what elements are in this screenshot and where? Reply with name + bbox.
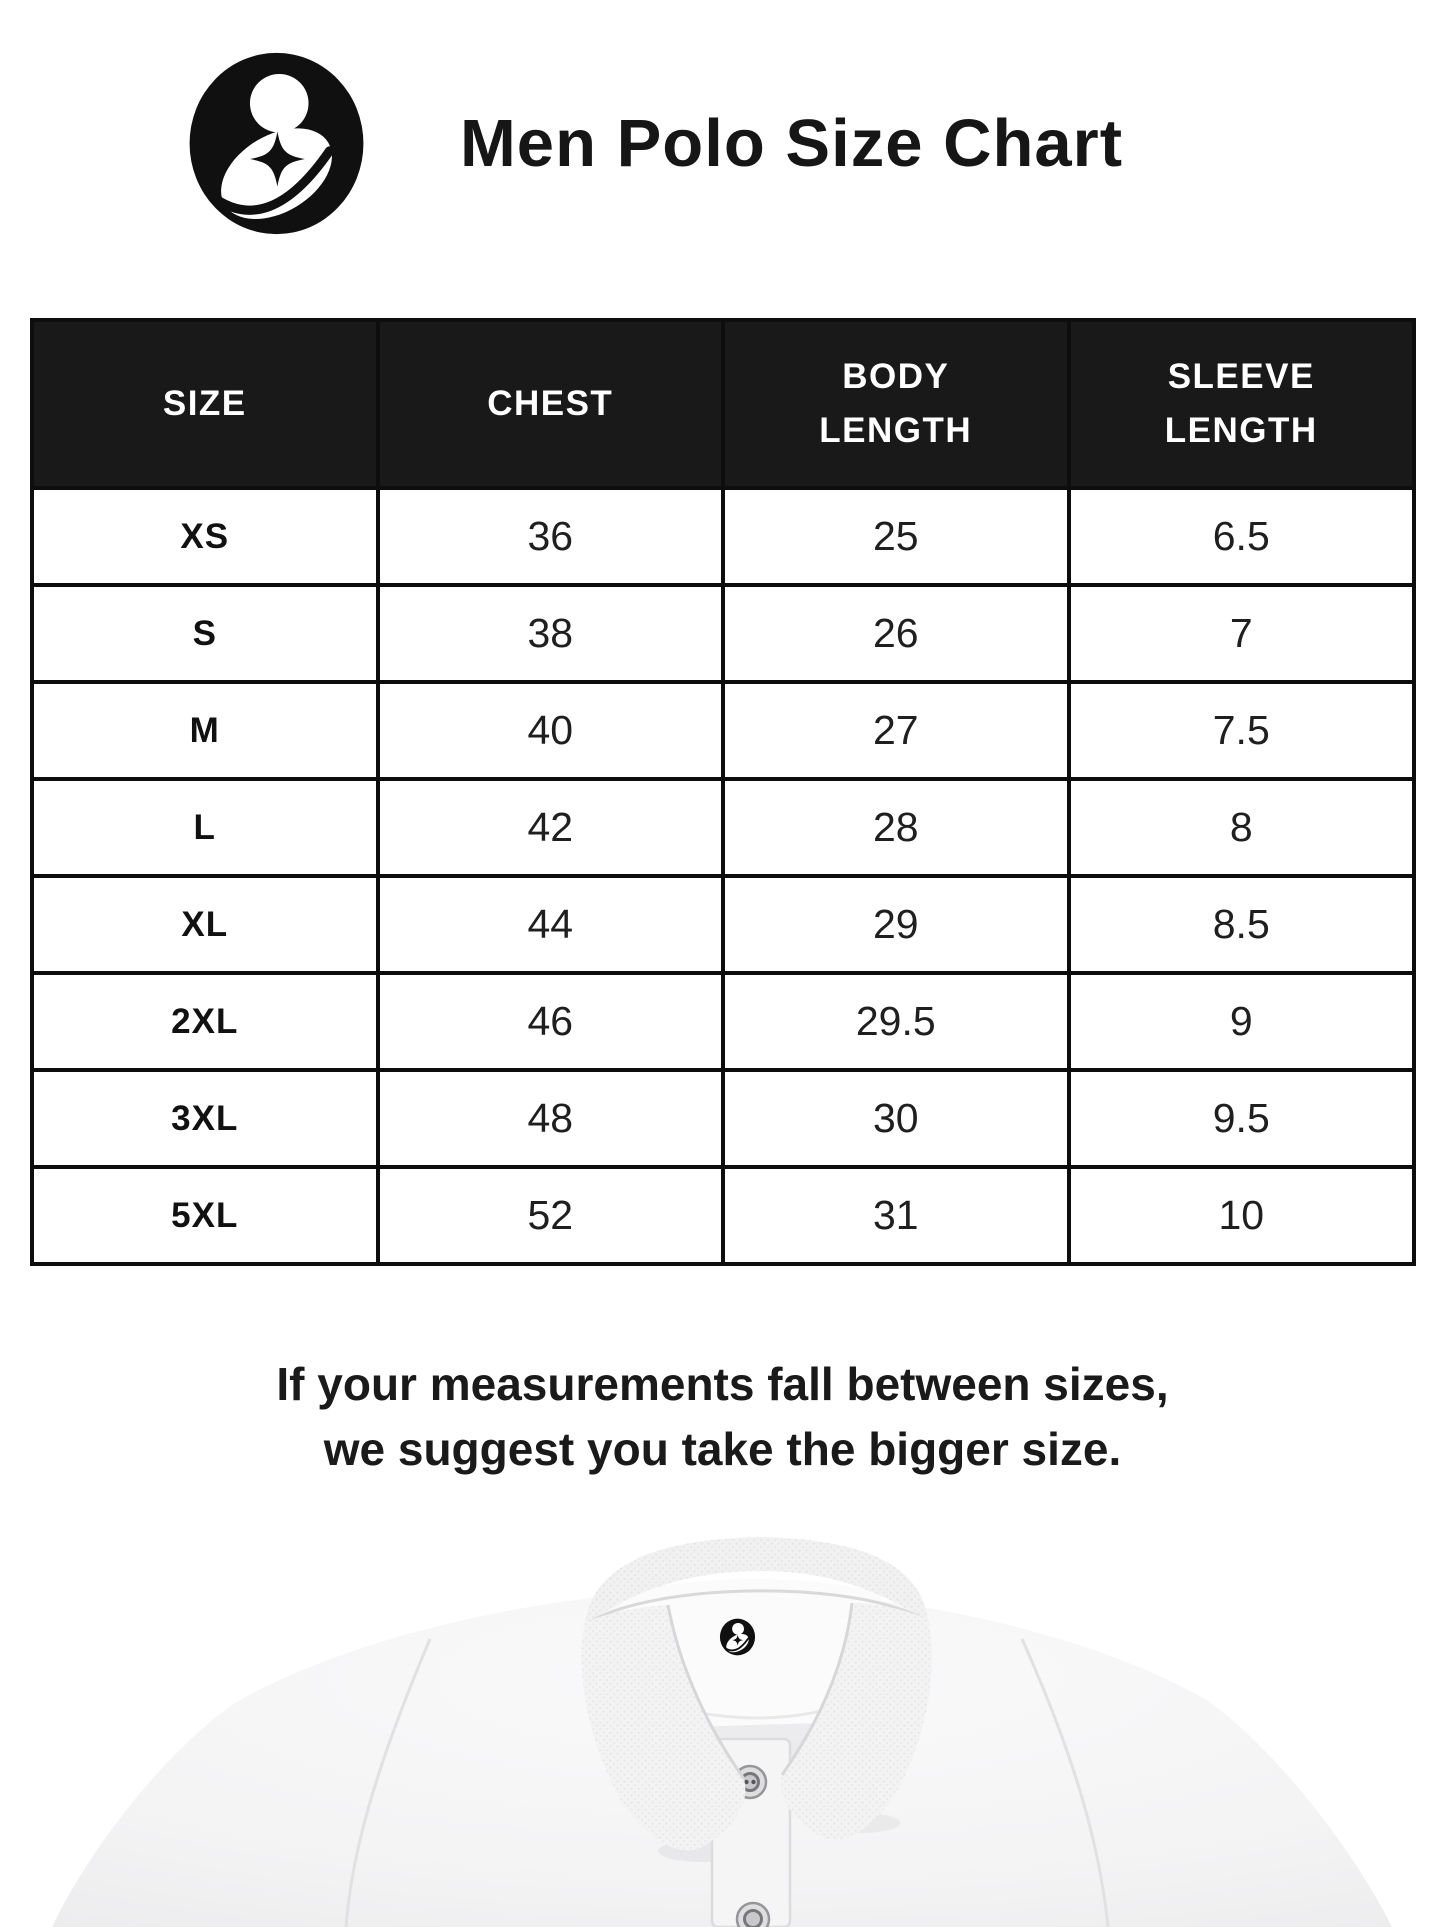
breastfeeding-mother-logo-icon	[185, 47, 368, 240]
cell-size: M	[32, 682, 378, 779]
cell-size: L	[32, 779, 378, 876]
table-row	[32, 585, 1414, 682]
cell-sleeve-length: 7	[1069, 585, 1415, 682]
cell-body-length: 26	[723, 585, 1069, 682]
cell-chest: 52	[378, 1167, 724, 1264]
cell-body-length: 25	[723, 488, 1069, 585]
cell-size: XL	[32, 876, 378, 973]
column-header-chest: CHEST	[378, 320, 724, 488]
cell-size: S	[32, 585, 378, 682]
cell-body-length: 27	[723, 682, 1069, 779]
cell-body-length: 29	[723, 876, 1069, 973]
column-header-sleeve-length: SLEEVE LENGTH	[1069, 320, 1415, 488]
table-row	[32, 973, 1414, 1070]
cell-size: 2XL	[32, 973, 378, 1070]
cell-body-length: 31	[723, 1167, 1069, 1264]
cell-chest: 48	[378, 1070, 724, 1167]
cell-sleeve-length: 10	[1069, 1167, 1415, 1264]
cell-body-length: 28	[723, 779, 1069, 876]
cell-sleeve-length: 8.5	[1069, 876, 1415, 973]
polo-shirt-image	[0, 1507, 1445, 1927]
table-row	[32, 1070, 1414, 1167]
column-header-body-length: BODY LENGTH	[723, 320, 1069, 488]
table-row	[32, 779, 1414, 876]
note-text: If your measurements fall between sizes, we suggest you take the bigger size.	[276, 1358, 1169, 1476]
table-row	[32, 876, 1414, 973]
table-row	[32, 1167, 1414, 1264]
cell-chest: 44	[378, 876, 724, 973]
size-table	[30, 318, 1416, 1266]
cell-sleeve-length: 8	[1069, 779, 1415, 876]
cell-chest: 38	[378, 585, 724, 682]
cell-chest: 40	[378, 682, 724, 779]
cell-size: XS	[32, 488, 378, 585]
cell-size: 3XL	[32, 1070, 378, 1167]
button-icon	[737, 1903, 769, 1927]
cell-chest: 46	[378, 973, 724, 1070]
cell-sleeve-length: 9.5	[1069, 1070, 1415, 1167]
cell-chest: 36	[378, 488, 724, 585]
cell-sleeve-length: 9	[1069, 973, 1415, 1070]
cell-body-length: 30	[723, 1070, 1069, 1167]
page-title: Men Polo Size Chart	[460, 105, 1124, 181]
column-header-size: SIZE	[32, 320, 378, 488]
header	[185, 46, 1385, 240]
cell-body-length: 29.5	[723, 973, 1069, 1070]
table-header-row	[32, 320, 1414, 488]
table-header	[32, 320, 1414, 488]
cell-chest: 42	[378, 779, 724, 876]
cell-sleeve-length: 6.5	[1069, 488, 1415, 585]
table-row	[32, 488, 1414, 585]
cell-sleeve-length: 7.5	[1069, 682, 1415, 779]
cell-size: 5XL	[32, 1167, 378, 1264]
table-row	[32, 682, 1414, 779]
